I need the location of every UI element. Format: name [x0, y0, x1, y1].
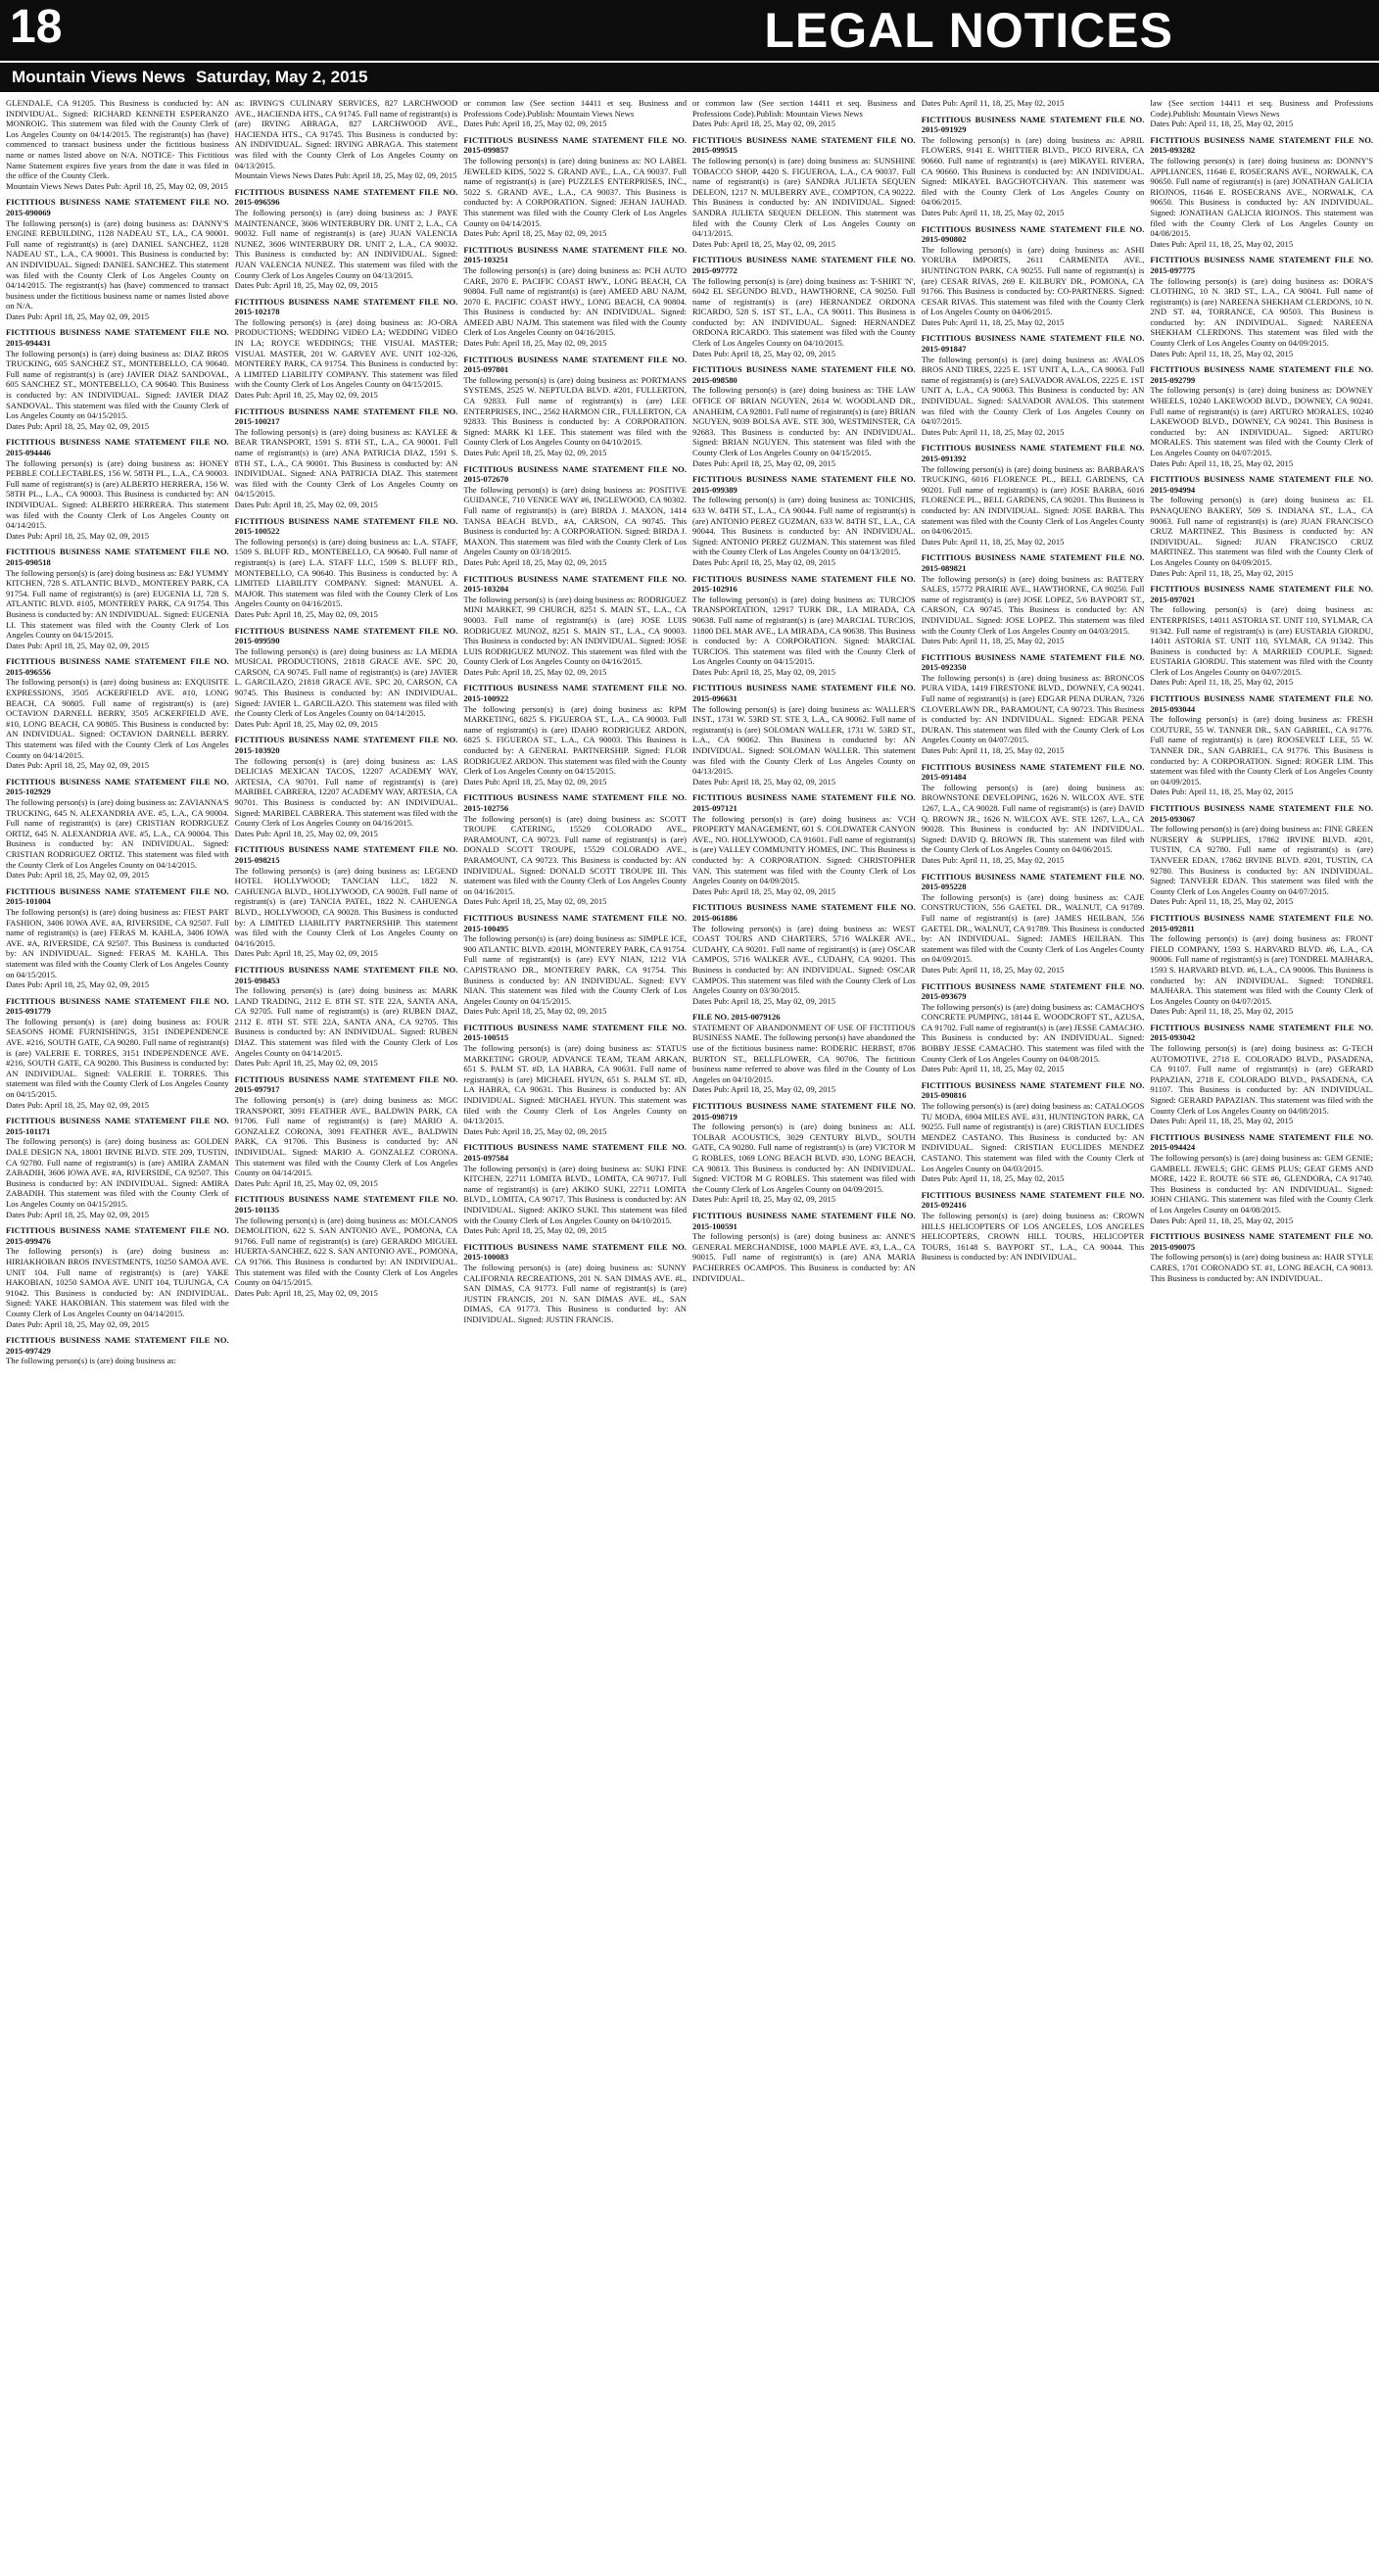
- notice-heading: FICTITIOUS BUSINESS NAME STATEMENT FILE NO. 2015-090069: [6, 197, 229, 217]
- legal-notice: [692, 683, 916, 787]
- masthead: [0, 0, 1379, 61]
- notice-publication-dates: Dates Pub: April 11, 18, 25, May 02, 2015: [921, 207, 1065, 217]
- notice-heading: FICTITIOUS BUSINESS NAME STATEMENT FILE NO. 2015-091484: [921, 761, 1145, 783]
- notice-body: The following person(s) is (are) doing business as: CAMACHO'S CONCRETE PUMPING, 18144 E. WOODCROFT ST., AZUSA, CA 91702. Full name of registrant(s) is (are) JESSE CAMACHO. This Business is conducted by: AN INDIVIDUAL. Signed: BOBBY JESSE CAMACHO. This statement was filed with the County Clerk of Los Angeles County on 04/08/2015.: [921, 1001, 1145, 1064]
- notice-publication-dates: Dates Pub: April 18, 25, May 02, 09, 2015: [234, 390, 378, 401]
- notice-publication-dates: Dates Pub: April 11, 18, 25, May 02, 2015: [921, 316, 1065, 327]
- legal-notice: [1150, 803, 1373, 907]
- notice-heading: FICTITIOUS BUSINESS NAME STATEMENT FILE NO. 2015-102178: [234, 296, 458, 317]
- legal-notice: [922, 115, 1145, 218]
- notice-publication-dates: Dates Pub: April 18, 25, May 02, 09, 2015: [692, 885, 836, 896]
- notice-heading: FICTITIOUS BUSINESS NAME STATEMENT FILE NO. 2015-100515: [463, 1022, 688, 1043]
- notice-publication-dates: Dates Pub: April 18, 25, May 02, 09, 2015: [692, 1084, 836, 1095]
- notice-heading: FICTITIOUS BUSINESS NAME STATEMENT FILE NO. 2015-100495: [463, 912, 688, 933]
- notice-column: [6, 98, 229, 2568]
- notice-body: The following person(s) is (are) doing business as: FINE GREEN NURSERY & SUPPLIES, 17862 IRVINE BLVD. #201, TUSTIN, CA 92780. Full name of registrant(s) is (are) TANVEER EDAN, 17862 IRVINE BLVD. #201, TUSTIN, CA 92780. This Business is conducted by: AN INDIVIDUAL. Signed: TANVEER EDAN. This statement was filed with the County Clerk of Los Angeles County on 04/07/2015.: [1150, 824, 1373, 896]
- notice-heading: FICTITIOUS BUSINESS NAME STATEMENT FILE NO. 2015-096596: [234, 186, 458, 208]
- notice-body: The following person(s) is (are) doing business as: ENTERPRISES, 14011 ASTORIA ST. UNIT 110, SYLMAR, CA 91342. Full name of registrant(s) is (are) EUSTARIA GIORDU, 14011 ASTORIA ST. UNIT 110, SYLMAR, CA 91342. This Business is conducted by: A MARRIED COUPLE. Signed: EUSTARIA GIORDU. This statement was filed with the County Clerk of Los Angeles County on 04/07/2015.: [1150, 604, 1373, 677]
- legal-notice: [6, 437, 229, 541]
- notice-body: The following person(s) is (are) doing business as: FRONT FIELD COMPANY, 1593 S. HARVARD BLVD. #6, L.A., CA 90006. Full name of registrant(s) is (are) TONDREL MAJHARA, 1593 S. HARVARD BLVD. #6, L.A., CA 90006. This Business is conducted by: AN INDIVIDUAL. Signed: TONDREL MAJHARA. This statement was filed with the County Clerk of Los Angeles County on 04/07/2015.: [1150, 933, 1373, 1006]
- notice-publication-dates: Dates Pub: April 11, 18, 25, May 02, 2015: [1150, 567, 1294, 578]
- notice-body: The following person(s) is (are) doing business as: SUNNY CALIFORNIA RECREATIONS, 201 N. SAN DIMAS AVE. #L, SAN DIMAS, CA 91773. Full name of registrant(s) is (are) JUSTIN FRANCIS, 201 N. SAN DIMAS AVE. #L, SAN DIMAS, CA 91773. This Business is conducted by: AN INDIVIDUAL. Signed: JUSTIN FRANCIS.: [463, 1262, 688, 1324]
- notice-heading: FICTITIOUS BUSINESS NAME STATEMENT FILE NO. 2015-102756: [463, 792, 688, 813]
- legal-notice: [922, 762, 1145, 866]
- notice-body: The following person(s) is (are) doing business as: NO LABEL JEWELED KIDS, 5022 S. GRAND AVE., L.A., CA 90037. Full name of registrant(s) is (are) PUZZLES ENTERPRISES, INC., 5022 S. GRAND AVE., L.A., CA 90037. This Business is conducted by: A CORPORATION. Signed: JEHAN JAUHAD. This statement was filed with the County Clerk of Los Angeles County on 04/14/2015.: [463, 155, 688, 228]
- notice-body: GLENDALE, CA 91205. This Business is conducted by: AN INDIVIDUAL. Signed: RICHARD KENNETH ESPERANZO MONROIG. This statement was filed with the County Clerk of Los Angeles County on 04/14/2015. The registrant(s) has (have) commenced to transact business under the fictitious business name or names listed above on N/A. NOTICE- This Fictitious Name Statement expires five years from the date it was filed in the office of the County Clerk.: [6, 98, 229, 181]
- notice-body: The following person(s) is (are) doing business as: J PAYE MAINTENANCE, 3606 WINTERBURY DR. UNIT 2, L.A., CA 90032. Full name of registrant(s) is (are) JUAN VALENCIA NUNEZ, 3606 WINTERBURY DR. UNIT 2, L.A., CA 90032. This Business is conducted by: AN INDIVIDUAL. Signed: JUAN VALENCIA NUNEZ. This statement was filed with the County Clerk of Los Angeles County on 04/13/2015.: [234, 207, 458, 280]
- legal-notice: [692, 1012, 916, 1095]
- notice-publication-dates: Dates Pub: April 18, 25, May 02, 09, 2015: [463, 1225, 607, 1236]
- notice-publication-dates: Dates Pub: April 18, 25, May 02, 09, 2015: [234, 1058, 378, 1069]
- notice-heading: FICTITIOUS BUSINESS NAME STATEMENT FILE NO. 2015-097584: [463, 1142, 688, 1163]
- notice-publication-dates: Dates Pub: April 18, 25, May 02, 09, 2015: [692, 348, 836, 358]
- notice-publication-dates: Dates Pub: April 18, 25, May 02, 09, 2015: [463, 228, 607, 239]
- notice-publication-dates: Dates Pub: April 11, 18, 25, May 02, 2015: [1150, 1006, 1294, 1017]
- notice-body: The following person(s) is (are) doing business as: EL PANAQUENO BAKERY, 509 S. INDIANA ST., L.A., CA 90063. Full name of registrant(s) is (are) JUAN FRANCISCO CRUZ MARTINEZ. This Business is conducted by: AN INDIVIDUAL. Signed: JUAN FRANCISCO CRUZ MARTINEZ. This statement was filed with the County Clerk of Los Angeles County on 04/09/2015.: [1150, 495, 1373, 567]
- legal-notice: [6, 996, 229, 1111]
- legal-notice: [6, 1225, 229, 1329]
- notice-publication-dates: Dates Pub: April 18, 25, May 02, 09, 2015: [692, 119, 836, 129]
- notice-publication-dates: Dates Pub: April 11, 18, 25, May 02, 2015: [921, 1064, 1065, 1074]
- notice-publication-dates: Dates Pub: April 11, 18, 25, May 02, 2015: [1150, 457, 1294, 468]
- notice-body: The following person(s) is (are) doing business as: ALL TOLBAR ACOUSTICS, 3029 CENTURY BLVD., SOUTH GATE, CA 90280. Full name of registrant(s) is (are) VICTOR M G ROBLES, 1069 LONG BEACH BLVD. #30, LONG BEACH, CA 90813. This Business is conducted by: AN INDIVIDUAL. Signed: VICTOR M G ROBLES. This statement was filed with the County Clerk of Los Angeles County on 04/09/2015.: [692, 1121, 916, 1194]
- notice-publication-dates: Dates Pub: April 18, 25, May 02, 09, 2015: [234, 718, 378, 729]
- notice-heading: FICTITIOUS BUSINESS NAME STATEMENT FILE NO. 2015-098215: [234, 844, 458, 865]
- legal-notice: [1150, 1023, 1373, 1126]
- notice-body: The following person(s) is (are) doing business as: T-SHIRT 'N', 6042 EL SEGUNDO BLVD., HAWTHORNE, CA 90250. Full name of registrant(s) is (are) HERNANDEZ ORDONA RICARDO, 528 S. 1ST ST., L.A., CA 90011. This Business is conducted by: AN INDIVIDUAL. Signed: HERNANDEZ ORDONA RICARDO. This statement was filed with the County Clerk of Los Angeles County on 04/10/2015.: [692, 275, 916, 349]
- notice-publication-dates: Dates Pub: April 18, 25, May 02, 09, 2015: [463, 1006, 607, 1017]
- notice-heading: FICTITIOUS BUSINESS NAME STATEMENT FILE NO. 2015-102916: [692, 573, 916, 595]
- notice-publication-dates: Dates Pub: April 18, 25, May 02, 09, 2015: [234, 1177, 378, 1188]
- legal-notice: [1150, 135, 1373, 250]
- notice-heading: FICTITIOUS BUSINESS NAME STATEMENT FILE NO. 2015-098453: [234, 964, 458, 985]
- notice-body: The following person(s) is (are) doing business as: LEGEND HOTEL HOLLYWOOD; TANCIAN LLC, 1822 N. CAHUENGA BLVD., HOLLYWOOD, CA 90028. Full name of registrant(s) is (are) TANCIA PATEL, 1822 N. CAHUENGA BLVD., HOLLYWOOD, CA 90028. This Business is conducted by: A LIMITED LIABILITY PARTNERSHIP. This statement was filed with the County Clerk of Los Angeles County on 04/16/2015.: [234, 865, 458, 948]
- notice-publication-dates: Dates Pub: April 18, 25, May 02, 09, 2015: [692, 995, 836, 1006]
- legal-notice: [235, 297, 458, 401]
- legal-notice: [463, 1023, 687, 1137]
- notice-body: The following person(s) is (are) doing business as: APRIL FLOWERS, 9141 E. WHITTIER BLVD., PICO RIVERA, CA 90660. Full name of registrant(s) is (are) MIKAYEL RIVERA, CA 90660. This Business is conducted by: AN INDIVIDUAL. Signed: MIKAYEL BAGCHOTCHYAN. This statement was filed with the County Clerk of Los Angeles County on 04/06/2015.: [921, 134, 1145, 208]
- notice-publication-dates: Dates Pub: April 18, 25, May 02, 09, 2015: [692, 238, 836, 249]
- notice-heading: FICTITIOUS BUSINESS NAME STATEMENT FILE NO. 2015-090075: [1150, 1231, 1373, 1252]
- notice-heading: FICTITIOUS BUSINESS NAME STATEMENT FILE NO. 2015-099857: [463, 134, 688, 156]
- notice-body: The following person(s) is (are) doing business as: BRONCOS PURA VIDA, 1419 FIRESTONE BLVD., DOWNEY, CA 90241. Full name of registrant(s) is (are) EDGAR PENA DURAN, 7326 CLOVERLAWN DR., PARAMOUNT, CA 90723. This Business is conducted by: AN INDIVIDUAL. Signed: EDGAR PENA DURAN. This statement was filed with the County Clerk of Los Angeles County on 04/07/2015.: [921, 672, 1145, 745]
- notice-heading: FICTITIOUS BUSINESS NAME STATEMENT FILE NO. 2015-092416: [921, 1189, 1145, 1211]
- notice-body: The following person(s) is (are) doing business as: MARK LAND TRADING, 2112 E. 8TH ST. STE 22A, SANTA ANA, CA 92705. Full name of registrant(s) is (are) RUBEN DIAZ, 2112 E. 8TH ST. STE 22A, SANTA ANA, CA 92705. This Business is conducted by: AN INDIVIDUAL. Signed: RUBEN DIAZ. This statement was filed with the County Clerk of Los Angeles County on 04/14/2015.: [234, 985, 458, 1058]
- notice-heading: FICTITIOUS BUSINESS NAME STATEMENT FILE NO. 2015-094446: [6, 437, 229, 457]
- notice-heading: FICTITIOUS BUSINESS NAME STATEMENT FILE NO. 2015-093067: [1150, 803, 1373, 824]
- notice-heading: FICTITIOUS BUSINESS NAME STATEMENT FILE NO. 2015-099590: [234, 625, 458, 646]
- legal-notice: [692, 1101, 916, 1205]
- notice-body: The following person(s) is (are) doing business as: MGC TRANSPORT, 3091 FEATHER AVE., BALDWIN PARK, CA 91706. Full name of registrant(s) is (are) MARIO A. GONZALEZ CORONA, 3091 FEATHER AVE., BALDWIN PARK, CA 91706. This Business is conducted by: AN INDIVIDUAL. Signed: MARIO A. GONZALEZ CORONA. This statement was filed with the County Clerk of Los Angeles County on 04/14/2015.: [234, 1095, 458, 1178]
- notice-body: The following person(s) is (are) doing business as: DOWNEY WHEELS, 10240 LAKEWOOD BLVD., DOWNEY, CA 90241. Full name of registrant(s) is (are) ARTURO MORALES, 10240 LAKEWOOD BLVD., DOWNEY, CA 90241. This Business is conducted by: AN INDIVIDUAL. Signed: ARTURO MORALES. This statement was filed with the County Clerk of Los Angeles County on 04/07/2015.: [1150, 385, 1373, 457]
- legal-notice: [235, 626, 458, 730]
- notice-heading: FICTITIOUS BUSINESS NAME STATEMENT FILE NO. 2015-101171: [6, 1116, 229, 1136]
- notice-body: The following person(s) is (are) doing business as: DANNY'S ENGINE REBUILDING, 1128 NADEAU ST., LA., CA 90001. Full name of registrant(s) is (are) DANIEL SANCHEZ, 1128 NADEAU ST., L.A., CA 90001. This Business is conducted by: AN INDIVIDUAL. Signed: DANIEL SANCHEZ. This statement was filed with the County Clerk of Los Angeles County on 04/14/2015. The registrant(s) has (have) commenced to transact business under the fictitious business name or names listed above on N/A.: [6, 217, 229, 311]
- notice-heading: FICTITIOUS BUSINESS NAME STATEMENT FILE NO. 2015-099389: [692, 474, 916, 495]
- notice-publication-dates: Dates Pub: April 11, 18, 25, May 02, 2015: [921, 536, 1065, 547]
- legal-notice: [1150, 693, 1373, 797]
- legal-notice: [463, 574, 687, 678]
- notice-publication-dates: Dates Pub: April 11, 18, 25, May 02, 2015: [1150, 1116, 1294, 1126]
- notice-heading: FICTITIOUS BUSINESS NAME STATEMENT FILE NO. 2015-100217: [234, 405, 458, 427]
- notice-publication-dates: Dates Pub: April 11, 18, 25, May 02, 2015: [1150, 896, 1294, 907]
- notice-heading: FICTITIOUS BUSINESS NAME STATEMENT FILE NO. 2015-097429: [6, 1335, 229, 1356]
- notice-publication-dates: Dates Pub: April 18, 25, May 02, 09, 2015: [6, 979, 150, 990]
- notice-publication-dates: Dates Pub: April 18, 25, May 02, 09, 2015: [6, 760, 150, 771]
- legal-notice: [1150, 98, 1373, 129]
- notice-body: The following person(s) is (are) doing business as: STATUS MARKETING GROUP, ADVANCE TEAM, TEAM ARKAN, 651 S. PALM ST. #D, LA HABRA, CA 90631. Full name of registrant(s) is (are) MICHAEL HYUN, 651 S. PALM ST. #D, LA HABRA, CA 90631. This Business is conducted by: AN INDIVIDUAL. Signed: MICHAEL HYUN. This statement was filed with the County Clerk of Los Angeles County on 04/13/2015.: [463, 1043, 688, 1126]
- legal-notice: [1150, 255, 1373, 358]
- notice-publication-dates: Dates Pub: April 11, 18, 25, May 02, 2015: [1150, 348, 1294, 358]
- legal-notice: [922, 872, 1145, 976]
- page-number: 18: [10, 1, 63, 53]
- notice-publication-dates: Dates Pub: April 11, 18, 25, May 02, 2015: [921, 1173, 1065, 1184]
- legal-notice: [463, 683, 687, 787]
- notice-body: The following person(s) is (are) doing business as: RPM MARKETING, 6825 S. FIGUEROA ST., L.A., CA 90003. Full name of registrant(s) is (are) IDAHO RODRIGUEZ ARDON, 6825 S. FIGUEROA ST., L.A., CA 90003. This Business is conducted by: A GENERAL PARTNERSHIP. Signed: FLOR RODRIGUEZ ARDON. This statement was filed with the County Clerk of Los Angeles County on 04/15/2015.: [463, 703, 688, 777]
- notice-column: [922, 98, 1145, 2568]
- legal-notice: [692, 902, 916, 1006]
- legal-notice: [1150, 1132, 1373, 1225]
- notice-publication-dates: Dates Pub: April 18, 25, May 02, 09, 2015: [234, 608, 378, 619]
- notice-heading: FICTITIOUS BUSINESS NAME STATEMENT FILE NO. 2015-092350: [921, 651, 1145, 673]
- notice-columns: [6, 98, 1373, 2568]
- notice-publication-dates: Dates Pub: April 18, 25, May 02, 09, 2015: [6, 640, 150, 650]
- notice-body: The following person(s) is (are) doing business as: SUKI FINE KITCHEN, 22711 LOMITA BLVD., LOMITA, CA 90717. Full name of registrant(s) is (are) AKIKO SUKI, 22711 LOMITA BLVD., LOMITA, CA 90717. This Business is conducted by: AN INDIVIDUAL. Signed: AKIKO SUKI. This statement was filed with the County Clerk of Los Angeles County on 04/10/2015.: [463, 1163, 688, 1225]
- notice-publication-dates: Dates Pub: April 18, 25, May 02, 09, 2015: [234, 948, 378, 959]
- legal-notice: [6, 547, 229, 650]
- notice-publication-dates: Dates Pub: April 11, 18, 25, May 02, 2015: [1150, 787, 1294, 797]
- legal-notice: [235, 406, 458, 510]
- legal-notice: [235, 1194, 458, 1298]
- legal-notice: [922, 224, 1145, 328]
- notice-publication-dates: Mountain Views News Dates Pub: April 18, 25, May 02, 09, 2015: [6, 180, 228, 191]
- legal-notice: [463, 355, 687, 458]
- legal-notice: [6, 656, 229, 771]
- notice-body: The following person(s) is (are) doing business as: E&J YUMMY KITCHEN, 728 S. ATLANTIC BLVD., MONTEREY PARK, CA 91754. Full name of registrant(s) is (are) EUGENIA LI, 728 S. ATLANTIC BLVD. #105, MONTEREY PARK, CA 91754. This Business is conducted by: AN INDIVIDUAL. Signed: EUGENIA LI. This statement was filed with the County Clerk of Los Angeles County on 04/15/2015.: [6, 567, 229, 641]
- legal-notice: [463, 913, 687, 1017]
- notice-heading: FICTITIOUS BUSINESS NAME STATEMENT FILE NO. 2015-100522: [234, 515, 458, 537]
- notice-body: The following person(s) is (are) doing business as: AVALOS BROS AND TIRES, 2225 E. 1ST UNIT A, L.A., CA 90063. Full name of registrant(s) is (are) SALVADOR AVALOS, 2225 E. 1ST UNIT A, L.A., CA 90063. This Business is conducted by: AN INDIVIDUAL. Signed: SALVADOR AVALOS. This statement was filed with the County Clerk of Los Angeles County on 04/07/2015.: [921, 354, 1145, 427]
- legal-notice: [692, 792, 916, 896]
- legal-notice: [235, 1074, 458, 1189]
- notice-publication-dates: Dates Pub: April 18, 25, May 02, 09, 2015: [692, 1194, 836, 1205]
- notice-body: The following person(s) is (are) doing business as: SUNSHINE TOBACCO SHOP, 4420 S. FIGUEROA, L.A., CA 90037. Full name of registrant(s) is (are) SANDRA JULIETA SEQUEN DELEON, 1217 N. MULBERRY AVE., COMPTON, CA 90222. This Business is conducted by: AN INDIVIDUAL. Signed: SANDRA JULIETA SEQUEN DELEON. This statement was filed with the County Clerk of Los Angeles County on 04/13/2015.: [692, 155, 916, 239]
- notice-body: The following person(s) is (are) doing business as: THE LAW OFFICE OF BRIAN NGUYEN, 2614 W. WOODLAND DR., ANAHEIM, CA 92801. Full name of registrant(s) is (are) BRIAN NGUYEN, 9039 BOLSA AVE. STE 300, WESTMINSTER, CA 92683. This Business is conducted by: AN INDIVIDUAL. Signed: BRIAN NGUYEN. This statement was filed with the County Clerk of Los Angeles County on 04/15/2015.: [692, 385, 916, 457]
- notice-publication-dates: Dates Pub: April 18, 25, May 02, 09, 2015: [463, 119, 607, 129]
- notice-heading: FICTITIOUS BUSINESS NAME STATEMENT FILE NO. 2015-072670: [463, 463, 688, 485]
- notice-body: The following person(s) is (are) doing business as: PCH AUTO CARE, 2070 E. PACIFIC COAST HWY., LONG BEACH, CA 90804. Full name of registrant(s) is (are) AMEED ABU NAJM, 2070 E. PACIFIC COAST HWY., LONG BEACH, CA 90804. This Business is conducted by: AN INDIVIDUAL. Signed: AMEED ABU NAJM. This statement was filed with the County Clerk of Los Angeles County on 04/16/2015.: [463, 264, 688, 338]
- legal-notice: [1150, 584, 1373, 688]
- notice-publication-dates: Mountain Views News Dates Pub: April 18, 25, May 02, 09, 2015: [234, 170, 457, 181]
- notice-publication-dates: Dates Pub: April 18, 25, May 02, 09, 2015: [6, 420, 150, 431]
- notice-heading: FICTITIOUS BUSINESS NAME STATEMENT FILE NO. 2015-090802: [921, 223, 1145, 245]
- legal-notice: [6, 1116, 229, 1219]
- notice-body: The following person(s) is (are) doing business as: FIEST PART FASHION, 3406 IOWA AVE. #A, RIVERSIDE, CA 92507. Full name of registrant(s) is (are) FERAS M. KAHLA, 3406 IOWA AVE. #A, RIVERSIDE, CA 92507. This Business is conducted by: AN INDIVIDUAL. Signed: FERAS M. KAHLA. This statement was filed with the County Clerk of Los Angeles County on 04/15/2015.: [6, 906, 229, 979]
- notice-body: The following person(s) is (are) doing business as: MOLCANOS DEMOLITION, 622 S. SAN ANTONIO AVE., POMONA, CA 91766. Full name of registrant(s) is (are) GERARDO MIGUEL HUERTA-SANCHEZ, 622 S. SAN ANTONIO AVE., POMONA, CA 91766. This Business is conducted by: AN INDIVIDUAL. This statement was filed with the County Clerk of Los Angeles County on 04/15/2015.: [234, 1215, 458, 1288]
- notice-publication-dates: Dates Pub: April 18, 25, May 02, 09, 2015: [6, 530, 150, 541]
- legal-notice: [922, 981, 1145, 1074]
- notice-body: The following person(s) is (are) doing business as: G-TECH AUTOMOTIVE, 2718 E. COLORADO BLVD., PASADENA, CA 91107. Full name of registrant(s) is (are) GERARD PAPAZIAN, 2718 E. COLORADO BLVD., PASADENA, CA 91107. This Business is conducted by: AN INDIVIDUAL. Signed: GERARD PAPAZIAN. This statement was filed with the County Clerk of Los Angeles County on 04/08/2015.: [1150, 1043, 1373, 1116]
- notice-body: The following person(s) is (are) doing business as: WEST COAST TOURS AND CHARTERS, 5716 WALKER AVE., CUDAHY, CA 90201. Full name of registrant(s) is (are) OSCAR CAMPOS, 5716 WALKER AVE., CUDAHY, CA 90201. This Business is conducted by: AN INDIVIDUAL. Signed: OSCAR CAMPOS. This statement was filed with the County Clerk of Los Angeles County on 03/30/2015.: [692, 923, 916, 996]
- legal-notice: [6, 886, 229, 990]
- legal-notice: [6, 327, 229, 431]
- notice-publication-dates: Dates Pub: April 18, 25, May 02, 09, 2015: [692, 776, 836, 787]
- notice-body: The following person(s) is (are) doing business as: BROWNSTONE DEVELOPING, 1626 N. WILCOX AVE. STE 1267, L.A., CA 90028. Full name of registrant(s) is (are) DAVID Q. BROWN JR., 1626 N. WILCOX AVE. STE 1267, L.A., CA 90028. This Business is conducted by: AN INDIVIDUAL. Signed: DAVID Q. BROWN JR. This statement was filed with the County Clerk of Los Angeles County on 04/06/2015.: [921, 782, 1145, 855]
- legal-notice: [922, 333, 1145, 437]
- notice-heading: FICTITIOUS BUSINESS NAME STATEMENT FILE NO. 2015-101004: [6, 885, 229, 907]
- legal-notice: [6, 777, 229, 881]
- notice-heading: FICTITIOUS BUSINESS NAME STATEMENT FILE NO. 2015-097772: [692, 255, 916, 275]
- notice-heading: FICTITIOUS BUSINESS NAME STATEMENT FILE NO. 2015-096556: [6, 656, 229, 677]
- notice-body: The following person(s) is (are) doing business as: SCOTT TROUPE CATERING, 15529 COLORADO AVE., PARAMOUNT, CA 90723. Full name of registrant(s) is (are) DONALD SCOTT TROUPE, 15529 COLORADO AVE., PARAMOUNT, CA 90723. This Business is conducted by: AN INDIVIDUAL. Signed: DONALD SCOTT TROUPE III. This statement was filed with the County Clerk of Los Angeles County on 04/16/2015.: [463, 813, 688, 896]
- notice-heading: FICTITIOUS BUSINESS NAME STATEMENT FILE NO. 2015-092811: [1150, 912, 1373, 933]
- legal-notice: [692, 1211, 916, 1283]
- legal-notice: [463, 245, 687, 349]
- notice-publication-dates: Dates Pub: April 18, 25, May 02, 09, 2015: [6, 1209, 150, 1219]
- notice-heading: FICTITIOUS BUSINESS NAME STATEMENT FILE NO. 2015-090518: [6, 547, 229, 567]
- notice-publication-dates: Dates Pub: April 11, 18, 25, May 02, 2015: [921, 964, 1065, 975]
- legal-notice: [692, 474, 916, 567]
- legal-notice: [922, 1190, 1145, 1263]
- notice-body: or common law (See section 14411 et seq. Business and Professions Code).Publish: Mountain Views News: [463, 98, 688, 119]
- legal-notice: [463, 792, 687, 907]
- notice-body: or common law (See section 14411 et seq. Business and Professions Code).Publish: Mountain Views News: [692, 98, 916, 119]
- notice-heading: FICTITIOUS BUSINESS NAME STATEMENT FILE NO. 2015-094994: [1150, 474, 1373, 495]
- notice-heading: FICTITIOUS BUSINESS NAME STATEMENT FILE NO. 2015-097775: [1150, 255, 1373, 275]
- legal-notice: [692, 135, 916, 250]
- legal-notice: [235, 735, 458, 838]
- notice-publication-dates: Dates Pub: April 18, 25, May 02, 09, 2015: [6, 310, 150, 321]
- notice-body: The following person(s) is (are) doing business as: BARBARA'S TRUCKING, 6016 FLORENCE PL., BELL GARDENS, CA 90201. Full name of registrant(s) is (are) JOSE BARBA, 6016 FLORENCE PL., BELL GARDENS, CA 90201. This Business is conducted by: AN INDIVIDUAL. Signed: JOSE BARBA. This statement was filed with the County Clerk of Los Angeles County on 04/06/2015.: [921, 463, 1145, 537]
- notice-heading: FICTITIOUS BUSINESS NAME STATEMENT FILE NO. 2015-100083: [463, 1241, 688, 1263]
- notice-publication-dates: Dates Pub: April 11, 18, 25, May 02, 2015: [921, 426, 1065, 437]
- notice-publication-dates: Dates Pub: April 18, 25, May 02, 09, 2015: [463, 666, 607, 677]
- notice-heading: FICTITIOUS BUSINESS NAME STATEMENT FILE NO. 2015-091929: [921, 114, 1145, 135]
- notice-body: The following person(s) is (are) doing business as: L.A. STAFF, 1509 S. BLUFF RD., MONTEBELLO, CA 90640. Full name of registrant(s) is (are) L.A. STAFF LLC, 1509 S. BLUFF RD., MONTEBELLO, CA 90640. This Business is conducted by: A LIMITED LIABILITY COMPANY. Signed: MANUEL A. MAJOR. This statement was filed with the County Clerk of Los Angeles County on 04/16/2015.: [234, 536, 458, 609]
- notice-body: as: IRVING'S CULINARY SERVICES, 827 LARCHWOOD AVE., HACIENDA HTS., CA 91745. Full name of registrant(s) is (are) IRVING ABRAGA, 827 LARCHWOOD AVE., HACIENDA HTS., CA 91745. This Business is conducted by: AN INDIVIDUAL. Signed: IRVING ABRAGA. This statement was filed with the County Clerk of Los Angeles County on 04/13/2015.: [234, 98, 458, 170]
- legal-notice: [463, 1242, 687, 1325]
- notice-body: The following person(s) is (are) doing business as: GEM GENIE; GAMBELL JEWELS; GHC GEMS PLUS; GEAT GEMS AND MORE, 1422 E. ROUTE 66 STE #6, GLENDORA, CA 91740. This Business is conducted by: AN INDIVIDUAL. Signed: JOHN CHIANG. This statement was filed with the County Clerk of Los Angeles County on 04/08/2015.: [1150, 1153, 1373, 1215]
- legal-notice: [692, 574, 916, 678]
- notice-heading: FICTITIOUS BUSINESS NAME STATEMENT FILE NO. 2015-093679: [921, 980, 1145, 1002]
- notice-publication-dates: Dates Pub: April 18, 25, May 02, 09, 2015: [6, 870, 150, 881]
- notice-heading: FICTITIOUS BUSINESS NAME STATEMENT FILE NO. 2015-103920: [234, 735, 458, 756]
- notice-body: The following person(s) is (are) doing business as: EXQUISITE EXPRESSIONS, 3505 ACKERFIELD AVE. #10, LONG BEACH, CA 90805. Full name of registrant(s) is (are) OCTAVION DARNELL BERRY, 3505 ACKERFIELD AVE. #10, LONG BEACH, CA 90805. This Business is conducted by: AN INDIVIDUAL. Signed: OCTAVION DARNELL BERRY. This statement was filed with the County Clerk of Los Angeles County on 04/14/2015.: [6, 677, 229, 760]
- legal-notice: [692, 364, 916, 468]
- notice-publication-dates: Dates Pub: April 18, 25, May 02, 09, 2015: [463, 448, 607, 457]
- notice-body: The following person(s) is (are) doing business as: FOUR SEASONS HOME FURNISHINGS, 3151 INDEPENDENCE AVE. #216, SOUTH GATE, CA 90280. Full name of registrant(s) is (are) VALERIE E. TORRES, 3151 INDEPENDENCE AVE. #216, SOUTH GATE, CA 90280. This Business is conducted by: AN INDIVIDUAL. Signed: VALERIE E. TORRES. This statement was filed with the County Clerk of Los Angeles County on 04/15/2015.: [6, 1016, 229, 1100]
- notice-body: The following person(s) is (are) doing business as: ASHI YORUBA IMPORTS, 2611 CARMENITA AVE., HUNTINGTON PARK, CA 90255. Full name of registrant(s) is (are) CESAR RIVAS, 269 E. KILBURY DR., POMONA, CA 91766. This Business is conducted by: CO-PARTNERS. Signed: CESAR RIVAS. This statement was filed with the County Clerk of Los Angeles County on 04/06/2015.: [921, 244, 1145, 317]
- notice-publication-dates: Dates Pub: April 18, 25, May 02, 09, 2015: [463, 1125, 607, 1136]
- notice-heading: FICTITIOUS BUSINESS NAME STATEMENT FILE NO. 2015-096631: [692, 683, 916, 704]
- notice-body: The following person(s) is (are) doing business as: ZAVIANNA'S TRUCKING, 645 N. ALEXANDRIA AVE. #5, L.A., CA 90004. Full name of registrant(s) is (are) CRISTIAN RODRIGUEZ ORTIZ, 645 N. ALEXANDRIA AVE. #5, L.A., CA 90004. This Business is conducted by: AN INDIVIDUAL. Signed: CRISTIAN RODRIGUEZ ORTIZ. This statement was filed with the County Clerk of Los Angeles County on 04/14/2015.: [6, 797, 229, 870]
- notice-heading: FICTITIOUS BUSINESS NAME STATEMENT FILE NO. 2015-097801: [463, 354, 688, 375]
- notice-publication-dates: Dates Pub: April 18, 25, May 02, 09, 2015: [463, 776, 607, 787]
- legal-notice: [922, 552, 1145, 645]
- legal-notice: [922, 652, 1145, 756]
- notice-heading: FICTITIOUS BUSINESS NAME STATEMENT FILE NO. 2015-094424: [1150, 1131, 1373, 1153]
- notice-body: The following person(s) is (are) doing business as: LAS DELICIAS MEXICAN TACOS, 12207 ACADEMY WAY, ARTESIA, CA 90701. Full name of registrant(s) is (are) MARIBEL CABRERA, 12207 ACADEMY WAY, ARTESIA, CA 90701. This Business is conducted by: AN INDIVIDUAL. Signed: MARIBEL CABRERA. This statement was filed with the County Clerk of Los Angeles County on 04/16/2015.: [234, 755, 458, 829]
- notice-body: The following person(s) is (are) doing business as: LA MEDIA MUSICAL PRODUCTIONS, 21818 GRACE AVE. SPC 20, CARSON, CA 90745. Full name of registrant(s) is (are) JAVIER L. GARCILAZO, 21818 GRACE AVE. SPC 20, CARSON, CA 90745. This Business is conducted by: AN INDIVIDUAL. Signed: JAVIER L. GARCILAZO. This statement was filed with the County Clerk of Los Angeles County on 04/14/2015.: [234, 645, 458, 719]
- notice-heading: FICTITIOUS BUSINESS NAME STATEMENT FILE NO. 2015-097121: [692, 792, 916, 813]
- notice-publication-dates: Dates Pub: April 18, 25, May 02, 09, 2015: [692, 666, 836, 677]
- notice-body: The following person(s) is (are) doing business as: PORTMANS SYSTEMS, 2525 W. NEPTULDA BLVD. #201, FULLERTON, CA 92833. Full name of registrant(s) is (are) LEE ENTERPRISES, INC., 2562 HARMON CIR., FULLERTON, CA 92833. This Business is conducted by: A CORPORATION. Signed: MARK KI LEE. This statement was filed with the County Clerk of Los Angeles County on 04/10/2015.: [463, 374, 688, 448]
- notice-publication-dates: Dates Pub: April 11, 18, 25, May 02, 2015: [1150, 238, 1294, 249]
- legal-notice: [6, 1335, 229, 1366]
- notice-publication-dates: Dates Pub: April 11, 18, 25, May 02, 2015: [921, 854, 1065, 865]
- notice-publication-dates: Dates Pub: April 18, 25, May 02, 09, 2015: [234, 828, 378, 838]
- legal-notice: [922, 1080, 1145, 1184]
- section-title: LEGAL NOTICES: [764, 3, 1173, 58]
- notice-heading: FICTITIOUS BUSINESS NAME STATEMENT FILE NO. 2015-094431: [6, 327, 229, 349]
- notice-publication-dates: Dates Pub: April 11, 18, 25, May 02, 2015: [1150, 119, 1294, 129]
- notice-body: The following person(s) is (are) doing business as: POSITIVE GUIDANCE, 710 VENICE WAY #6, INGLEWOOD, CA 90302. Full name of registrant(s) is (are) BIRDA J. MAXON, 1414 TANSA BEACH BLVD., #A, CARSON, CA 90745. This Business is conducted by: A CORPORATION. Signed: BIRDA J. MAXON. This statement was filed with the County Clerk of Los Angeles County on 03/18/2015.: [463, 484, 688, 557]
- notice-body: The following person(s) is (are) doing business as: WALLER'S INST., 1731 W. 53RD ST. STE 3, L.A., CA 90062. Full name of registrant(s) is (are) SOLOMAN WALLER, 1731 W. 53RD ST., L.A., CA 90062. This Business is conducted by: AN INDIVIDUAL. Signed: SOLOMAN WALLER. This statement was filed with the County Clerk of Los Angeles County on 04/13/2015.: [692, 703, 916, 777]
- notice-body: The following person(s) is (are) doing business as: TURCIOS TRANSPORTATION, 12917 TURK DR., LA MIRADA, CA 90638. Full name of registrant(s) is (are) MARCIAL TURCIOS, 11800 DEL MAR AVE., LA MIRADA, CA 90638. This Business is conducted by: A CORPORATION. Signed: MARCIAL TURCIOS. This statement was filed with the County Clerk of Los Angeles County on 04/15/2015.: [692, 594, 916, 667]
- notice-body: The following person(s) is (are) doing business as: DORA'S CLOTHING, 10 N. 3RD ST., L.A., CA 90041. Full name of registrant(s) is (are) NAREENA SHEKHAM CLERDONS, 10 N. 2ND ST. #4, TORRANCE, CA 90503. This Business is conducted by: AN INDIVIDUAL. Signed: NAREENA SHEKHAM CLERDONS. This statement was filed with the County Clerk of Los Angeles County on 04/09/2015.: [1150, 275, 1373, 349]
- notice-heading: FICTITIOUS BUSINESS NAME STATEMENT FILE NO. 2015-092799: [1150, 364, 1373, 385]
- notice-heading: FICTITIOUS BUSINESS NAME STATEMENT FILE NO. 2015-097021: [1150, 584, 1373, 604]
- notice-body: The following person(s) is (are) doing business as:: [6, 1356, 176, 1366]
- notice-publication-dates: Dates Pub: April 18, 25, May 02, 09, 2015: [6, 1099, 150, 1110]
- notice-body: The following person(s) is (are) doing business as: CATALOGOS TU MODA, 6904 MILES AVE. #31, HUNTINGTON PARK, CA 90255. Full name of registrant(s) is (are) CRISTIAN EUCLIDES MENDEZ CASTANO. This Business is conducted by: AN INDIVIDUAL. Signed: CRISTIAN EUCLIDES MENDEZ CASTANO. This statement was filed with the County Clerk of Los Angeles County on 04/03/2015.: [921, 1101, 1145, 1173]
- legal-notice: [463, 464, 687, 568]
- notice-heading: FICTITIOUS BUSINESS NAME STATEMENT FILE NO. 2015-093042: [1150, 1022, 1373, 1043]
- notice-body: The following person(s) is (are) doing business as: SIMPLE ICE, 900 ATLANTIC BLVD. #201H, MONTEREY PARK, CA 91754. Full name of registrant(s) is (are) EVY NIAN, 1212 VIA CAPISTRANO DR., MONTEREY PARK, CA 91754. This Business is conducted by: AN INDIVIDUAL. Signed: EVY NIAN. This statement was filed with the County Clerk of Los Angeles County on 04/15/2015.: [463, 933, 688, 1006]
- notice-heading: FICTITIOUS BUSINESS NAME STATEMENT FILE NO. 2015-091392: [921, 443, 1145, 463]
- notice-body: The following person(s) is (are) doing business as: GOLDEN DALE DESIGN NA, 18001 IRVINE BLVD. STE 209, TUSTIN, CA 92780. Full name of registrant(s) is (are) AMIRA ZAMAN ZABADIH, 3606 IOWA AVE. #A, RIVERSIDE, CA 92507. This Business is conducted by: AN INDIVIDUAL. Signed: AMIRA ZABADIH. This statement was filed with the County Clerk of Los Angeles County on 04/15/2015.: [6, 1136, 229, 1209]
- legal-notice: [463, 98, 687, 129]
- legal-notice: [922, 98, 1145, 109]
- notice-body: The following person(s) is (are) doing business as: FRESH COUTURE, 55 W. TANNER DR., SAN GABRIEL, CA 91776. Full name of registrant(s) is (are) ROOSEVELT LEE, 55 W. TANNER DR., SAN GABRIEL, CA 91776. This Business is conducted by: A CORPORATION. Signed: ROGER LIM. This statement was filed with the County Clerk of Los Angeles County on 04/09/2015.: [1150, 714, 1373, 787]
- notice-body: STATEMENT OF ABANDONMENT OF USE OF FICTITIOUS BUSINESS NAME. The following person(s) have abandoned the use of the fictitious business name: RODERIC HERBST, 8706 BURTON ST., BELLFLOWER, CA 90706. The fictitious business name referred to above was filed in the County of Los Angeles on 04/10/2015.: [692, 1022, 916, 1084]
- notice-publication-dates: Dates Pub: April 11, 18, 25, May 02, 2015: [921, 745, 1065, 756]
- notice-heading: FICTITIOUS BUSINESS NAME STATEMENT FILE NO. 2015-098719: [692, 1101, 916, 1121]
- notice-body: The following person(s) is (are) doing business as: ANNE'S GENERAL MERCHANDISE, 1000 MAPLE AVE. #3, L.A., CA 90015. Full name of registrant(s) is (are) ANA MARIA PACHERRES OCAMPOS. This Business is conducted by: AN INDIVIDUAL.: [692, 1231, 916, 1283]
- notice-heading: FICTITIOUS BUSINESS NAME STATEMENT FILE NO. 2015-090816: [921, 1079, 1145, 1101]
- dateline-bar: [0, 61, 1379, 92]
- notice-heading: FICTITIOUS BUSINESS NAME STATEMENT FILE NO. 2015-061886: [692, 902, 916, 923]
- issue-date: Saturday, May 2, 2015: [196, 68, 368, 86]
- legal-notice: [235, 844, 458, 959]
- notice-heading: FICTITIOUS BUSINESS NAME STATEMENT FILE NO. 2015-093044: [1150, 693, 1373, 714]
- legal-notice: [463, 135, 687, 239]
- legal-notice: [235, 965, 458, 1069]
- notice-publication-dates: Dates Pub: April 18, 25, May 02, 09, 2015: [6, 1318, 150, 1329]
- notice-body: The following person(s) is (are) doing business as: BATTERY SALES, 15772 PRAIRIE AVE., HAWTHORNE, CA 90250. Full name of registrant(s) is (are) JOSE LOPEZ, 5/6 BAYPORT ST., CARSON, CA 90745. This Business is conducted by: AN INDIVIDUAL. Signed: JOSE LOPEZ. This statement was filed with the County Clerk of Los Angeles County on 04/03/2015.: [921, 573, 1145, 636]
- notice-body: The following person(s) is (are) doing business as: TONICHIS, 633 W. 84TH ST., L.A., CA 90044. Full name of registrant(s) is (are) ANTONIO PEREZ GUZMAN, 633 W. 84TH ST., L.A., CA 90044. This Business is conducted by: AN INDIVIDUAL. Signed: ANTONIO PEREZ GUZMAN. This statement was filed with the County Clerk of Los Angeles County on 04/13/2015.: [692, 495, 916, 557]
- legal-notice: [1150, 1231, 1373, 1283]
- legal-notice: [1150, 364, 1373, 468]
- notice-body: law (See section 14411 et seq. Business and Professions Code).Publish: Mountain Views News: [1150, 98, 1373, 119]
- notice-heading: FICTITIOUS BUSINESS NAME STATEMENT FILE NO. 2015-089821: [921, 552, 1145, 573]
- legal-notice: [6, 197, 229, 321]
- notice-body: The following person(s) is (are) doing business as: RODRIGUEZ MINI MARKET, 99 CHURCH, 8251 S. MAIN ST., L.A., CA 90003. Full name of registrant(s) is (are) JOSE LUIS RODRIGUEZ MUNOZ, 8251 S. MAIN ST., L.A., CA 90003. This Business is conducted by: AN INDIVIDUAL. Signed: JOSE LUIS RODRIGUEZ MUNOZ. This statement was filed with the County Clerk of Los Angeles County on 04/16/2015.: [463, 594, 688, 667]
- notice-publication-dates: Dates Pub: April 18, 25, May 02, 09, 2015: [234, 280, 378, 291]
- notice-body: The following person(s) is (are) doing business as: DONNY'S APPLIANCES, 11646 E. ROSECRANS AVE., NORWALK, CA 90650. Full name of registrant(s) is (are) JONATHAN GALICIA RIOJNOS, 11646 E. ROSECRANS AVE., NORWALK, CA 90650. This Business is conducted by: AN INDIVIDUAL. Signed: JONATHAN GALICIA RIOJNOS. This statement was filed with the County Clerk of Los Angeles County on 04/08/2015.: [1150, 155, 1373, 239]
- notice-heading: FICTITIOUS BUSINESS NAME STATEMENT FILE NO. 2015-100591: [692, 1210, 916, 1231]
- notice-heading: FICTITIOUS BUSINESS NAME STATEMENT FILE NO. 2015-091779: [6, 995, 229, 1017]
- notice-body: The following person(s) is (are) doing business as: HIRIAKHOBAN BROS INVESTMENTS, 10250 SAMOA AVE. UNIT 104. Full name of registrant(s) is (are) YAKE HAKOBIAN, 10250 SAMOA AVE. UNIT 104, TUJUNGA, CA 91042. This Business is conducted by: AN INDIVIDUAL. Signed: YAKE HAKOBIAN. This statement was filed with the County Clerk of Los Angeles County on 04/14/2015.: [6, 1246, 229, 1318]
- legal-notice: [235, 98, 458, 181]
- notice-heading: FICTITIOUS BUSINESS NAME STATEMENT FILE NO. 2015-103204: [463, 573, 688, 595]
- notice-publication-dates: Dates Pub: April 18, 25, May 02, 09, 2015: [234, 1287, 378, 1298]
- notice-heading: FICTITIOUS BUSINESS NAME STATEMENT FILE NO. 2015-099476: [6, 1225, 229, 1246]
- notice-body: The following person(s) is (are) doing business as: VCH PROPERTY MANAGEMENT, 601 S. COLDWATER CANYON AVE., NO. HOLLYWOOD, CA 91601. Full name of registrant(s) is (are) VALLEY COMMUNITY HOMES, INC. This Business is conducted by: A CORPORATION. Signed: CHRISTOPHER VAN. This statement was filed with the County Clerk of Los Angeles County on 04/09/2015.: [692, 813, 916, 886]
- notice-body: The following person(s) is (are) doing business as: CROWN HILLS HELICOPTERS OF LOS ANGELES, LOS ANGELES HELICOPTERS, CROWN HILL TOURS, HELICOPTER TOURS, 16148 S. BAYPORT ST., L.A., CA 90044. This Business is conducted by: AN INDIVIDUAL.: [921, 1210, 1145, 1263]
- legal-notice: [1150, 474, 1373, 578]
- legal-notice: [463, 1142, 687, 1235]
- notice-body: The following person(s) is (are) doing business as: DIAZ BROS TRUCKING, 605 SANCHEZ ST., MONTEBELLO, CA 90640. Full name of registrant(s) is (are) JAVIER DIAZ SANDOVAL, 605 SANCHEZ ST., MONTEBELLO, CA 90640. This Business is conducted by: AN INDIVIDUAL. Signed: JAVIER DIAZ SANDOVAL. This statement was filed with the County Clerk of Los Angeles County on 04/15/2015.: [6, 348, 229, 421]
- notice-column: [463, 98, 687, 2568]
- notice-column: [1150, 98, 1373, 2568]
- notice-body: The following person(s) is (are) doing business as: CAJE CONSTRUCTION, 556 GAETEL DR., WALNUT, CA 91789. Full name of registrant(s) is (are) JAMES HEILBAN, 556 GAETEL DR., WALNUT, CA 91789. This Business is conducted by: AN INDIVIDUAL. Signed: JAMES HEILBAN. This statement was filed with the County Clerk of Los Angeles County on 04/09/2015.: [921, 891, 1145, 965]
- notice-publication-dates: Dates Pub: April 11, 18, 25, May 02, 2015: [1150, 1215, 1294, 1225]
- notice-body: The following person(s) is (are) doing business as: HONEY PEBBLE COLLECTABLES, 156 W. 58TH PL., L.A., CA 90003. Full name of registrant(s) is (are) ALBERTO HERRERA, 156 W. 58TH PL., L.A., CA 90003. This Business is conducted by: AN INDIVIDUAL. Signed: ALBERTO HERRERA. This statement was filed with the County Clerk of Los Angeles County on 04/14/2015.: [6, 457, 229, 531]
- notice-publication-dates: Dates Pub: April 18, 25, May 02, 09, 2015: [692, 457, 836, 468]
- notice-heading: FICTITIOUS BUSINESS NAME STATEMENT FILE NO. 2015-102929: [6, 776, 229, 797]
- legal-notice: [692, 255, 916, 358]
- notice-publication-dates: Dates Pub: April 11, 18, 25, May 02, 2015: [1150, 677, 1294, 688]
- notice-body: The following person(s) is (are) doing business as: HAIR STYLE CARES, 1701 CORONADO ST. #1, LONG BEACH, CA 90813. This Business is conducted by: AN INDIVIDUAL.: [1150, 1252, 1373, 1283]
- notice-heading: FICTITIOUS BUSINESS NAME STATEMENT FILE NO. 2015-095228: [921, 871, 1145, 892]
- notice-publication-dates: Dates Pub: April 11, 18, 25, May 02, 2015: [921, 636, 1065, 646]
- notice-publication-dates: Dates Pub: April 18, 25, May 02, 09, 2015: [463, 896, 607, 907]
- notice-heading: FICTITIOUS BUSINESS NAME STATEMENT FILE NO. 2015-103251: [463, 244, 688, 265]
- notice-publication-dates: Dates Pub: April 18, 25, May 02, 09, 2015: [692, 556, 836, 567]
- legal-notice: [1150, 913, 1373, 1017]
- paper-name: Mountain Views News: [12, 68, 186, 86]
- notice-body: The following person(s) is (are) doing business as: JO-ORA PRODUCTIONS; WEDDING VIDEO LA; WEDDING VIDEO IN LA; ROYCE WEDDINGS; THE VISUAL MASTER; VISUAL MASTER, 201 W. GARVEY AVE. UNIT 102-326, MONTEREY PARK, CA 91754. This Business is conducted by: A LIMITED LIABILITY COMPANY. This statement was filed with the County Clerk of Los Angeles County on 04/15/2015.: [234, 316, 458, 390]
- notice-body: Dates Pub: April 11, 18, 25, May 02, 2015: [921, 98, 1065, 108]
- legal-notice: [235, 187, 458, 291]
- notice-heading: FILE NO. 2015-0079126: [692, 1012, 781, 1023]
- legal-notice: [692, 98, 916, 129]
- notice-heading: FICTITIOUS BUSINESS NAME STATEMENT FILE NO. 2015-099515: [692, 134, 916, 156]
- legal-notice: [6, 98, 229, 191]
- notice-heading: FICTITIOUS BUSINESS NAME STATEMENT FILE NO. 2015-093282: [1150, 134, 1373, 156]
- notice-body: The following person(s) is (are) doing business as: KAYLEE & BEAR TRANSPORT, 1591 S. 8TH ST., L.A., CA 90001. Full name of registrant(s) is (are) ANA PATRICIA DIAZ, 1591 S. 8TH ST., L.A., CA 90001. This Business is conducted by: AN INDIVIDUAL. Signed: ANA PATRICIA DIAZ. This statement was filed with the County Clerk of Los Angeles County on 04/15/2015.: [234, 426, 458, 500]
- notice-column: [692, 98, 916, 2568]
- notice-publication-dates: Dates Pub: April 18, 25, May 02, 09, 2015: [463, 556, 607, 567]
- notice-heading: FICTITIOUS BUSINESS NAME STATEMENT FILE NO. 2015-091847: [921, 333, 1145, 355]
- legal-notice: [235, 516, 458, 620]
- notice-publication-dates: Dates Pub: April 18, 25, May 02, 09, 2015: [234, 499, 378, 509]
- notice-heading: FICTITIOUS BUSINESS NAME STATEMENT FILE NO. 2015-100922: [463, 683, 688, 704]
- legal-notice: [922, 443, 1145, 547]
- notice-heading: FICTITIOUS BUSINESS NAME STATEMENT FILE NO. 2015-097917: [234, 1073, 458, 1095]
- notice-heading: FICTITIOUS BUSINESS NAME STATEMENT FILE NO. 2015-098580: [692, 364, 916, 385]
- notice-publication-dates: Dates Pub: April 18, 25, May 02, 09, 2015: [463, 338, 607, 349]
- notice-heading: FICTITIOUS BUSINESS NAME STATEMENT FILE NO. 2015-101135: [234, 1194, 458, 1215]
- notice-column: [235, 98, 458, 2568]
